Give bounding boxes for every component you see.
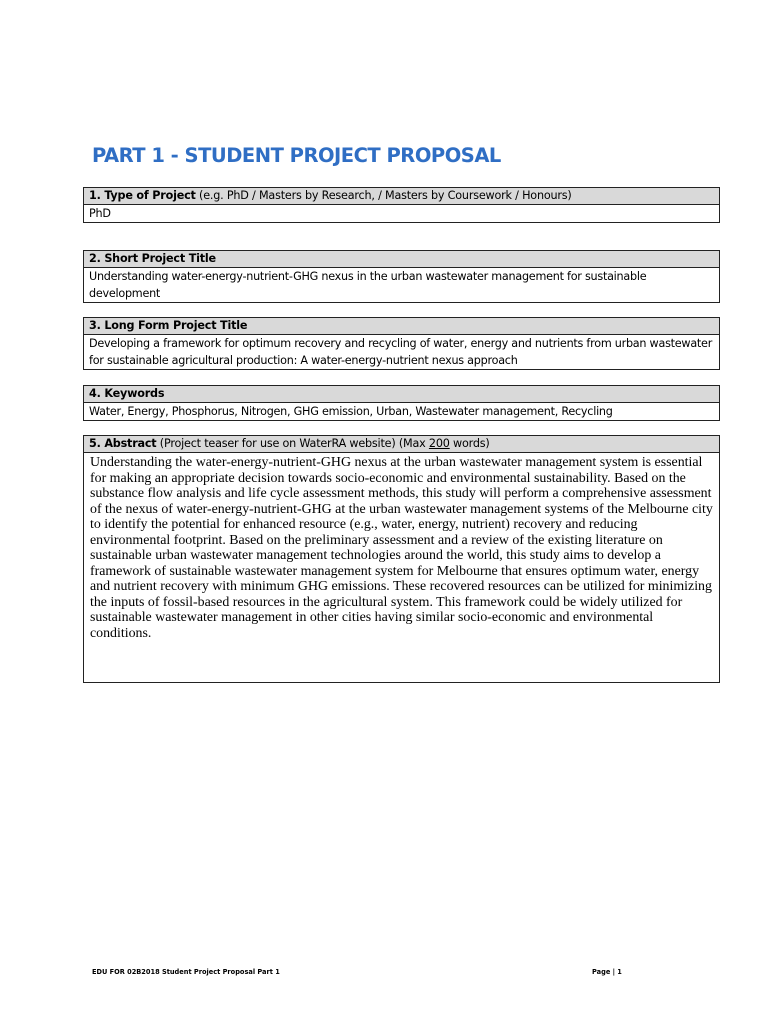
footer-page-number: Page | 1 xyxy=(592,968,622,976)
short-title-section xyxy=(83,250,720,303)
keywords-label: 4. Keywords xyxy=(89,387,165,400)
long-title-label: 3. Long Form Project Title xyxy=(89,319,248,332)
footer-document-code: EDU FOR 02B2018 Student Project Proposal Part 1 xyxy=(92,968,280,976)
abstract-header xyxy=(84,436,719,453)
short-title-label: 2. Short Project Title xyxy=(89,252,216,265)
long-title-value: Developing a framework for optimum recovery and recycling of water, energy and nutrients from urban wastewater for sustainable agricultural production: A water-energy-nutrient nexus approach xyxy=(89,337,713,367)
abstract-section xyxy=(83,435,720,683)
abstract-label: 5. Abstract xyxy=(89,437,157,450)
long-title-section xyxy=(83,317,720,370)
project-type-header xyxy=(84,188,719,205)
long-title-header xyxy=(84,318,719,335)
page-title: PART 1 - STUDENT PROJECT PROPOSAL xyxy=(92,144,501,167)
abstract-max-words: 200 xyxy=(428,437,450,450)
short-title-header xyxy=(84,251,719,268)
project-type-label: 1. Type of Project xyxy=(89,189,196,202)
abstract-text: Understanding the water-energy-nutrient-GHG nexus at the urban wastewater management system is essential for making an appropriate decision towards socio-economic and environmental sustainability. Based on the substance flow analysis and life cycle assessment methods, this study will perform a comprehensive assessment of the nexus of water-energy-nutrient-GHG at the urban wastewater management systems of the Melbourne city to identify the potential for enhanced resource (e.g., water, energy, nutrient) recovery and reducing environmental footprint. Based on the preliminary assessment and a review of the existing literature on sustainable urban wastewater management technologies around the world, this study aims to develop a framework of sustainable wastewater management system for Melbourne that ensures optimum water, energy and nutrient recovery with minimum GHG emissions. These recovered resources can be utilized for minimizing the inputs of fossil-based resources in the agricultural system. This framework could be widely utilized for sustainable wastewater management in other cities having similar socio-economic and environmental conditions. xyxy=(90,455,713,641)
project-type-hint: (e.g. PhD / Masters by Research, / Masters by Coursework / Honours) xyxy=(195,189,572,202)
short-title-value: Understanding water-energy-nutrient-GHG nexus in the urban wastewater management for sustainable development xyxy=(89,270,647,300)
keywords-value: Water, Energy, Phosphorus, Nitrogen, GHG emission, Urban, Wastewater management, Recycling xyxy=(89,405,613,418)
abstract-hint-a: (Project teaser for use on WaterRA website) (Max xyxy=(156,437,429,450)
keywords-header xyxy=(84,386,719,403)
keywords-section xyxy=(83,385,720,421)
abstract-hint-b: words) xyxy=(449,437,490,450)
project-type-value: PhD xyxy=(89,207,111,220)
project-type-section xyxy=(83,187,720,223)
